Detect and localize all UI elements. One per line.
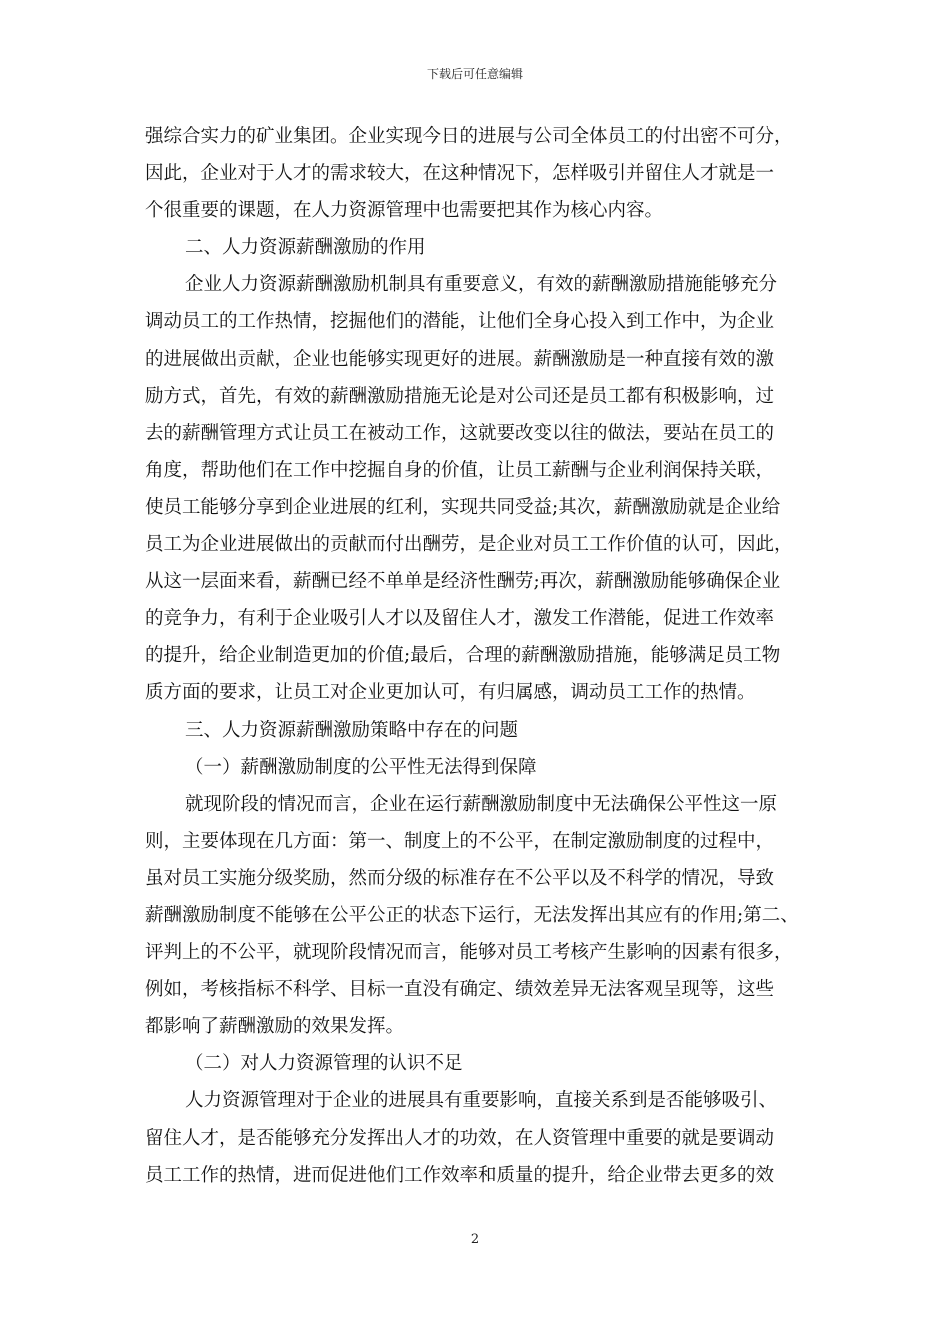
paragraph-start: 企业人力资源薪酬激励机制具有重要意义，有效的薪酬激励措施能够充分 — [185, 274, 778, 296]
text-line: 质方面的要求，让员工对企业更加认可，有归属感，调动员工工作的热情。 — [145, 682, 756, 704]
text-line: 的竞争力，有利于企业吸引人才以及留住人才，激发工作潜能，促进工作效率 — [145, 608, 775, 630]
text-line: 的提升，给企业制造更加的价值;最后，合理的薪酬激励措施，能够满足员工物 — [145, 645, 781, 667]
subsection-heading: （二）对人力资源管理的认识不足 — [185, 1053, 463, 1075]
text-line: 的进展做出贡献，企业也能够实现更好的进展。薪酬激励是一种直接有效的激 — [145, 348, 775, 370]
section-heading: 三、人力资源薪酬激励策略中存在的问题 — [185, 719, 519, 741]
text-line: 虽对员工实施分级奖励，然而分级的标准存在不公平以及不科学的情况，导致 — [145, 867, 775, 889]
body-text — [145, 118, 813, 1194]
paragraph-start: 就现阶段的情况而言，企业在运行薪酬激励制度中无法确保公平性这一原 — [185, 793, 778, 815]
page-number: 2 — [470, 1232, 480, 1247]
text-line: 角度，帮助他们在工作中挖掘自身的价值，让员工薪酬与企业利润保持关联， — [145, 459, 775, 481]
paragraph-start: 人力资源管理对于企业的进展具有重要影响，直接关系到是否能够吸引、 — [185, 1090, 778, 1112]
text-line: 例如，考核指标不科学、目标一直没有确定、绩效差异无法客观呈现等，这些 — [145, 979, 775, 1001]
text-line: 因此，企业对于人才的需求较大，在这种情况下，怎样吸引并留住人才就是一 — [145, 163, 775, 185]
text-line: 使员工能够分享到企业进展的红利，实现共同受益;其次，薪酬激励就是企业给 — [145, 496, 781, 518]
text-line: 都影响了薪酬激励的效果发挥。 — [145, 1016, 405, 1038]
text-line: 则，主要体现在几方面：第一、制度上的不公平，在制定激励制度的过程中， — [145, 830, 775, 852]
text-line: 去的薪酬管理方式让员工在被动工作，这就要改变以往的做法，要站在员工的 — [145, 422, 775, 444]
subsection-heading: （一）薪酬激励制度的公平性无法得到保障 — [185, 756, 537, 778]
text-line: 员工为企业进展做出的贡献而付出酬劳，是企业对员工工作价值的认可，因此， — [145, 534, 793, 556]
page-header: 下载后可任意编辑 — [426, 67, 523, 81]
text-line: 个很重要的课题，在人力资源管理中也需要把其作为核心内容。 — [145, 200, 664, 222]
text-line: 调动员工的工作热情，挖掘他们的潜能，让他们全身心投入到工作中，为企业 — [145, 311, 775, 333]
text-line: 评判上的不公平，就现阶段情况而言，能够对员工考核产生影响的因素有很多， — [145, 942, 793, 964]
text-line: 留住人才，是否能够充分发挥出人才的功效，在人资管理中重要的就是要调动 — [145, 1127, 775, 1149]
section-heading: 二、人力资源薪酬激励的作用 — [185, 237, 426, 259]
text-line: 从这一层面来看，薪酬已经不单单是经济性酬劳;再次，薪酬激励能够确保企业 — [145, 571, 781, 593]
text-line: 强综合实力的矿业集团。企业实现今日的进展与公司全体员工的付出密不可分， — [145, 126, 793, 147]
text-line: 励方式，首先，有效的薪酬激励措施无论是对公司还是员工都有积极影响，过 — [145, 385, 775, 407]
text-line: 薪酬激励制度不能够在公平公正的状态下运行，无法发挥出其应有的作用;第二、 — [145, 904, 799, 926]
text-line: 员工工作的热情，进而促进他们工作效率和质量的提升，给企业带去更多的效 — [145, 1164, 775, 1186]
